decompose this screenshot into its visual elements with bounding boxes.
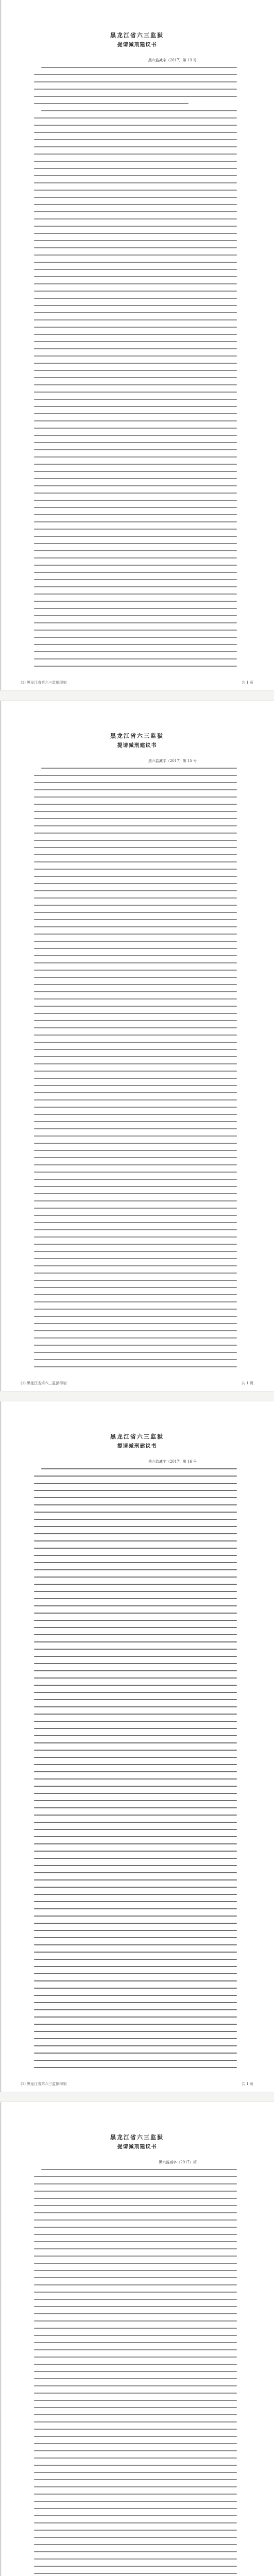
- document-type: 提请减刑建议书: [117, 42, 157, 48]
- case-number: 黑六监减字（2017）第: [159, 2160, 197, 2164]
- page-edge: [0, 0, 2, 690]
- page-footer: [21, 2081, 253, 2087]
- footer-page-count: 共 1 页: [242, 1381, 253, 1385]
- court-title: 黑龙江省六三监狱: [110, 733, 164, 739]
- document-page-2: [0, 701, 274, 1391]
- document-type: 提请减刑建议书: [117, 2144, 157, 2150]
- footer-printer: (1) 黑龙江省第六三监狱印制: [21, 1381, 67, 1385]
- document-page-1: [0, 0, 274, 690]
- court-title: 黑龙江省六三监狱: [110, 2134, 164, 2141]
- case-number: 黑六监减字（2017）第 16 号: [148, 1460, 197, 1464]
- footer-printer: (1) 黑龙江省第六三监狱印制: [21, 681, 67, 685]
- document-page-3: [0, 1401, 274, 2092]
- document-type: 提请减刑建议书: [117, 1444, 157, 1449]
- footer-page-count: 共 1 页: [242, 681, 253, 685]
- footer-printer: (1) 黑龙江省第六三监狱印制: [21, 2082, 67, 2086]
- page-footer: [21, 680, 253, 685]
- page-edge: [0, 1401, 2, 2092]
- court-title: 黑龙江省六三监狱: [110, 32, 164, 39]
- document-type: 提请减刑建议书: [117, 743, 157, 749]
- footer-page-count: 共 1 页: [242, 2082, 253, 2086]
- case-number: 黑六监减字（2017）第 15 号: [148, 759, 197, 763]
- page-edge: [0, 701, 2, 1391]
- document-page-4: [0, 2102, 274, 2576]
- page-footer: [21, 1381, 253, 1386]
- case-number: 黑六监减字（2017）第 13 号: [148, 58, 197, 62]
- page-edge: [0, 2102, 2, 2576]
- court-title: 黑龙江省六三监狱: [110, 1433, 164, 1440]
